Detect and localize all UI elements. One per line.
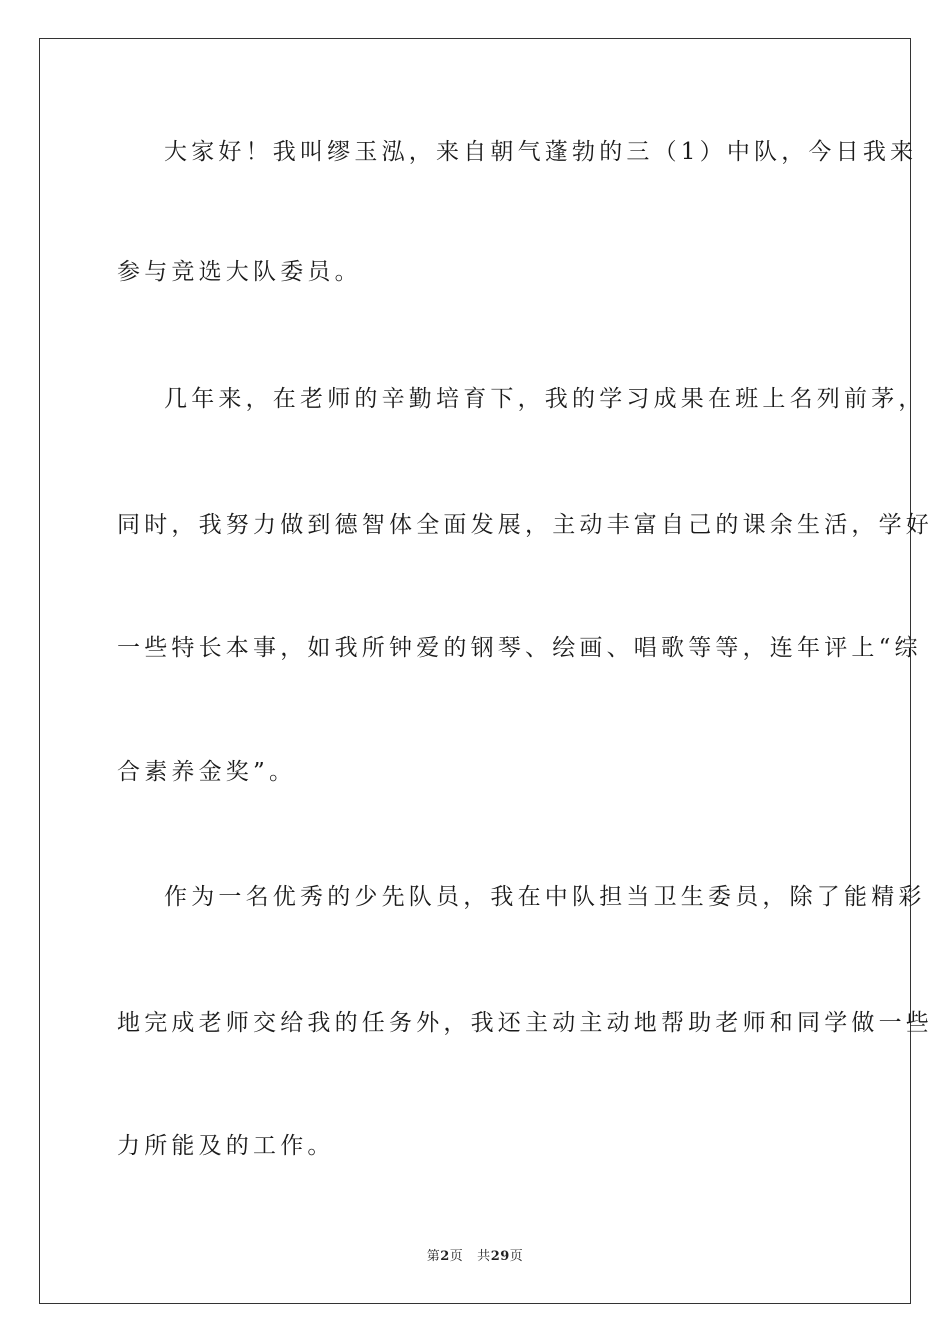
total-pages-number: 29	[490, 1249, 510, 1264]
paragraph-1-line-2: 参与竞选大队委员。	[117, 259, 362, 285]
paragraph-2-line-3: 一些特长本事，如我所钟爱的钢琴、绘画、唱歌等等，连年评上“综	[117, 635, 922, 661]
page-border	[39, 38, 933, 1304]
page-suffix: 页	[449, 1249, 464, 1264]
paragraph-2-line-4: 合素养金奖”。	[117, 759, 297, 785]
total-suffix: 页	[509, 1249, 524, 1264]
paragraph-2-line-1: 几年来，在老师的辛勤培育下，我的学习成果在班上名列前茅，	[164, 386, 926, 412]
paragraph-3-line-3: 力所能及的工作。	[117, 1133, 335, 1159]
paragraph-3-line-1: 作为一名优秀的少先队员，我在中队担当卫生委员，除了能精彩	[164, 884, 926, 910]
paragraph-2-line-2: 同时，我努力做到德智体全面发展，主动丰富自己的课余生活，学好	[117, 512, 933, 538]
paragraph-3-line-2: 地完成老师交给我的任务外，我还主动主动地帮助老师和同学做一些	[117, 1010, 933, 1036]
paragraph-1-line-1: 大家好！我叫缪玉泓，来自朝气蓬勃的三（1）中队，今日我来	[164, 139, 918, 165]
page-footer	[0, 1248, 950, 1266]
total-prefix: 共	[477, 1249, 491, 1264]
current-page-number: 2	[440, 1249, 450, 1264]
page-prefix: 第	[426, 1249, 441, 1264]
